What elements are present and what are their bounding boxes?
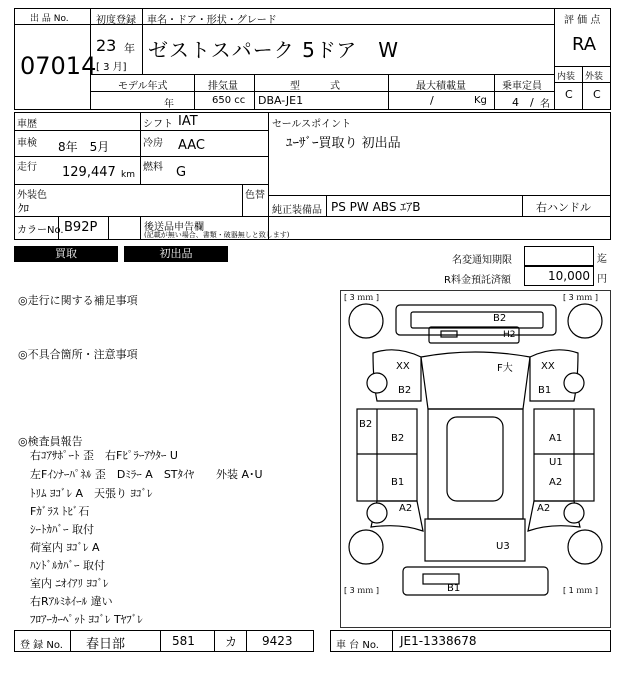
tire-depth-rl: [ 3 ｍｍ ] — [344, 586, 379, 595]
car-name: ゼストスパーク 5ドア W — [148, 38, 400, 62]
tire-rear-left-icon — [349, 530, 383, 564]
max-load-value: / — [430, 94, 434, 107]
damage-mark: B1 — [538, 385, 552, 396]
tire-rear-right-icon — [568, 530, 602, 564]
tire-depth-fr: [ 3 ｍｍ ] — [563, 293, 598, 302]
damage-mark: U1 — [549, 457, 563, 468]
tire-front-right-icon — [568, 304, 602, 338]
reg-number: 9423 — [262, 634, 293, 648]
hood-outline — [421, 352, 530, 409]
rear-bumper-outline — [403, 567, 548, 595]
rear-hatch-outline — [425, 519, 525, 561]
lot-label: 出 品 No. — [30, 14, 69, 24]
exterior-grade: C — [593, 88, 601, 101]
damage-mark: H2 — [503, 330, 516, 340]
doc-note: (記載が無い場合、書類・破器無しと致します) — [144, 231, 290, 239]
max-load-label: 最大積載量 — [416, 81, 466, 92]
sales-point-value: ﾕｰｻﾞｰ買取り 初出品 — [286, 136, 401, 151]
shift-value: IAT — [178, 114, 198, 129]
shift-label: シフト — [143, 119, 173, 130]
capacity-value: 4 / — [512, 96, 534, 109]
model-value: DBA-JE1 — [258, 94, 304, 107]
damage-mark: XX — [396, 361, 410, 372]
color-no-label: カラーNo. — [17, 225, 64, 236]
model-label: 型 式 — [290, 81, 340, 92]
transfer-label: 名変通知期限 — [452, 255, 512, 266]
driving-remarks-label: ◎走行に関する補足事項 — [18, 294, 138, 307]
reg-area: 春日部 — [86, 637, 126, 652]
damage-mark: B2 — [391, 433, 405, 444]
reg-kana: カ — [225, 635, 238, 649]
handle-value: 右ハンドル — [536, 201, 591, 214]
rating-label: 評 価 点 — [564, 15, 601, 26]
interior-label: 内装 — [557, 72, 576, 82]
damage-mark: U3 — [496, 541, 510, 552]
fuel-label: 燃料 — [143, 162, 163, 173]
mileage-unit: km — [121, 170, 135, 180]
damage-mark: F大 — [497, 363, 513, 374]
ac-value: AAC — [178, 138, 205, 153]
buy-tag: 買取 — [14, 246, 118, 262]
equipment-value: PS PW ABS ｴｱB — [331, 200, 421, 214]
fuel-value: G — [176, 165, 187, 180]
year-unit: 年 — [124, 42, 135, 55]
car-name-label: 車名・ドア・形状・グレード — [147, 15, 277, 26]
history-label: 車歴 — [17, 119, 37, 130]
roof-outline — [428, 409, 523, 519]
tire-depth-fl: [ 3 ｍｍ ] — [344, 293, 379, 302]
inspector-line: ﾊﾝﾄﾞﾙｶﾊﾞｰ 取付 — [30, 559, 105, 572]
max-load-unit: Kg — [474, 95, 487, 106]
right-door-outline — [534, 409, 594, 501]
mileage-value: 129,447 — [62, 165, 116, 180]
doc-label: 後送品申告欄 — [144, 222, 204, 233]
inspector-line: 右Rｱﾙﾐﾎｲｰﾙ 違い — [30, 595, 113, 608]
transfer-suffix: 迄 — [597, 254, 607, 265]
damage-mark: B2 — [493, 313, 507, 324]
inspector-line: 右ｺｱｻﾎﾟｰﾄ 歪 右Fﾋﾟﾗｰｱｳﾀｰ U — [30, 449, 178, 462]
damage-mark: XX — [541, 361, 555, 372]
mileage-label: 走行 — [17, 162, 37, 173]
inspector-line: 室内 ﾆｵｲｱﾘ ﾖｺﾞﾚ — [30, 577, 109, 590]
damage-mark: B2 — [359, 419, 373, 430]
inspector-line: ｼｰﾄｶﾊﾞｰ 取付 — [30, 523, 94, 536]
equipment-label: 純正装備品 — [272, 205, 322, 216]
interior-grade: C — [565, 88, 573, 101]
inspection-value: 8年 5月 — [58, 140, 110, 154]
car-diagram-svg — [341, 291, 610, 627]
color-change-label: 色替 — [245, 190, 265, 201]
model-year-label: モデル年式 — [118, 81, 168, 92]
capacity-label: 乗車定員 — [502, 81, 542, 92]
recycle-unit: 円 — [597, 274, 607, 285]
tire-front-left-icon — [349, 304, 383, 338]
ac-label: 冷房 — [143, 138, 163, 149]
reg-class: 581 — [172, 634, 195, 648]
lot-number: 07014 — [20, 52, 97, 80]
inspector-report-label: ◎検査員報告 — [18, 435, 83, 448]
damage-mark: A1 — [549, 433, 563, 444]
inspection-label: 車検 — [17, 138, 37, 149]
defect-remarks-label: ◎不具合箇所・注意事項 — [18, 348, 138, 361]
displacement-label: 排気量 — [208, 81, 238, 92]
transfer-deadline-box — [524, 246, 594, 266]
first-reg-year: 23 — [96, 36, 117, 55]
damage-mark: A2 — [549, 477, 563, 488]
chassis-value: JE1-1338678 — [400, 634, 477, 648]
inspector-line: 荷室内 ﾖｺﾞﾚ A — [30, 541, 100, 554]
car-diagram-frame — [340, 290, 611, 628]
model-year-value: 年 — [164, 99, 174, 110]
damage-mark: B2 — [398, 385, 412, 396]
recycle-label: R料金預託済額 — [444, 275, 511, 286]
reg-label: 登 録 No. — [20, 640, 63, 651]
inspector-line: ﾄﾘﾑ ﾖｺﾞﾚ A 天張り ﾖｺﾞﾚ — [30, 487, 153, 500]
displacement-value: 650 cc — [212, 95, 246, 106]
inspector-line: Fｶﾞﾗｽ ﾄﾋﾞ石 — [30, 505, 90, 518]
front-bumper-outline — [396, 305, 556, 335]
color-no-value: B92P — [64, 220, 98, 235]
first-reg-month: [ 3 月] — [96, 62, 127, 73]
inspector-line: 左Fｲﾝﾅｰﾊﾟﾈﾙ 歪 Dﾐﾗｰ A STﾀｲﾔ 外装 A･U — [30, 468, 263, 481]
ext-color-value: ｸﾛ — [18, 202, 29, 215]
rating-value: RA — [572, 34, 597, 55]
exterior-label: 外装 — [585, 72, 604, 82]
tire-depth-rr: [ 1 ｍｍ ] — [563, 586, 598, 595]
first-listing-tag: 初出品 — [124, 246, 228, 262]
damage-mark: B1 — [391, 477, 405, 488]
sales-point-label: セールスポイント — [272, 119, 352, 130]
recycle-value: 10,000 — [548, 269, 590, 283]
damage-mark: B1 — [447, 583, 461, 594]
damage-mark: A2 — [537, 503, 551, 514]
damage-mark: A2 — [399, 503, 413, 514]
capacity-unit: 名 — [540, 99, 550, 110]
ext-color-label: 外装色 — [17, 190, 47, 201]
first-reg-label: 初度登録 — [96, 15, 136, 26]
inspector-line: ﾌﾛｱｰｶｰﾍﾟｯﾄ ﾖｺﾞﾚ Tﾔﾌﾞﾚ — [30, 613, 143, 626]
chassis-label: 車 台 No. — [336, 640, 379, 651]
